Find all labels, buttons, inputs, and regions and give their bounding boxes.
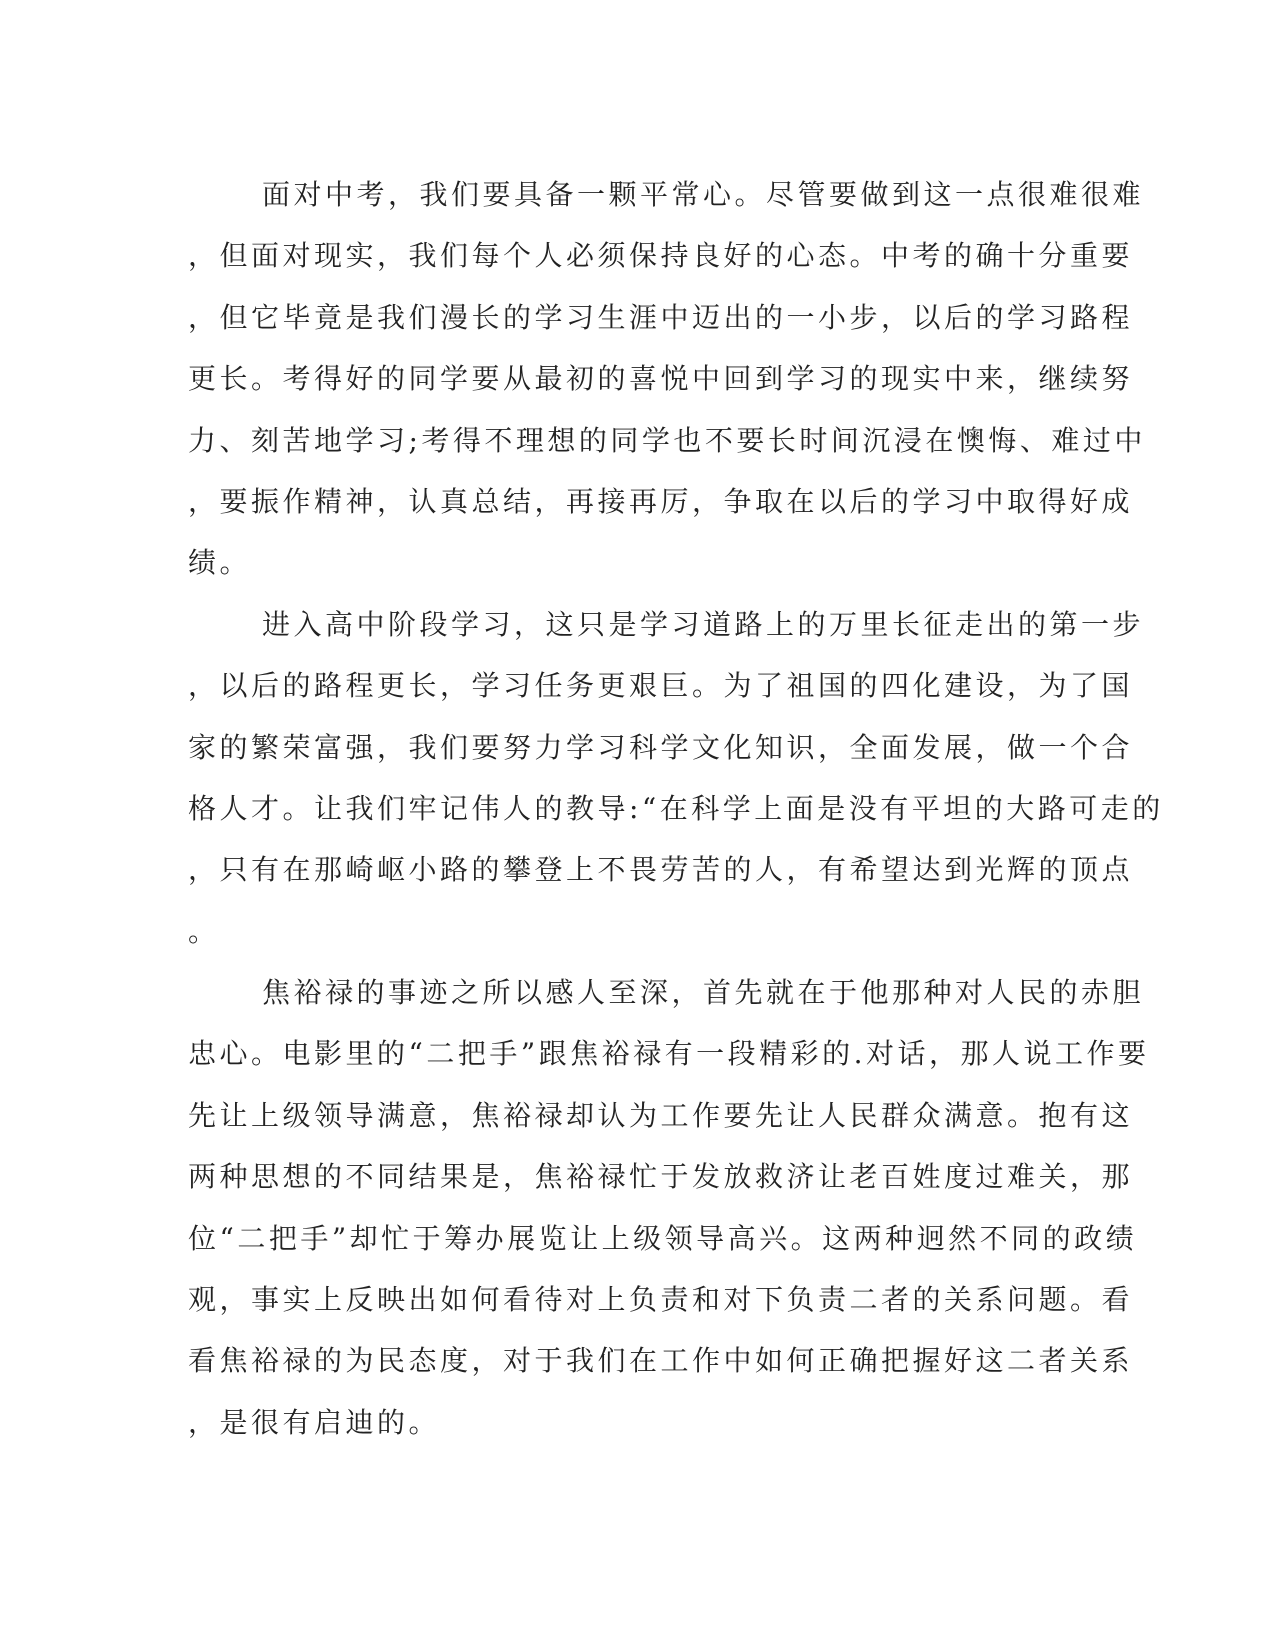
paragraph-line: 看焦裕禄的为民态度，对于我们在工作中如何正确把握好这二者关系 (188, 1344, 1134, 1378)
paragraph-line: 位“二把手”却忙于筹办展览让上级领导高兴。这两种迥然不同的政绩 (188, 1221, 1138, 1255)
paragraph-line: 两种思想的不同结果是，焦裕禄忙于发放救济让老百姓度过难关，那 (188, 1160, 1134, 1194)
paragraph-line: 观，事实上反映出如何看待对上负责和对下负责二者的关系问题。看 (188, 1283, 1134, 1317)
paragraph-line: 焦裕禄的事迹之所以感人至深，首先就在于他那种对人民的赤胆 (262, 976, 1145, 1010)
paragraph-line: 面对中考，我们要具备一颗平常心。尽管要做到这一点很难很难 (262, 178, 1145, 211)
paragraph-2 (188, 594, 1164, 962)
paragraph-line: 家的繁荣富强，我们要努力学习科学文化知识，全面发展，做一个合 (188, 730, 1134, 764)
paragraph-line: ，是很有启迪的。 (188, 1405, 441, 1439)
paragraph-line: 力、刻苦地学习;考得不理想的同学也不要长时间沉浸在懊悔、难过中 (188, 423, 1146, 457)
paragraph-line: 更长。考得好的同学要从最初的喜悦中回到学习的现实中来，继续努 (188, 362, 1134, 396)
paragraph-line: 进入高中阶段学习，这只是学习道路上的万里长征走出的第一步 (262, 607, 1145, 641)
paragraph-line: 格人才。让我们牢记伟人的教导:“在科学上面是没有平坦的大路可走的 (188, 791, 1164, 825)
paragraph-line: ，以后的路程更长，学习任务更艰巨。为了祖国的四化建设，为了国 (188, 669, 1134, 703)
document-body (188, 164, 1164, 1453)
paragraph-line: 。 (188, 914, 220, 948)
paragraph-line: ，但面对现实，我们每个人必须保持良好的心态。中考的确十分重要 (188, 239, 1134, 273)
paragraph-line: ，只有在那崎岖小路的攀登上不畏劳苦的人，有希望达到光辉的顶点 (188, 853, 1134, 887)
paragraph-1 (188, 164, 1146, 594)
paragraph-line: 先让上级领导满意，焦裕禄却认为工作要先让人民群众满意。抱有这 (188, 1098, 1134, 1132)
paragraph-line: ，但它毕竟是我们漫长的学习生涯中迈出的一小步，以后的学习路程 (188, 300, 1134, 334)
paragraph-line: ，要振作精神，认真总结，再接再厉，争取在以后的学习中取得好成 (188, 484, 1134, 518)
paragraph-line: 绩。 (188, 546, 252, 580)
paragraph-line: 忠心。电影里的“二把手”跟焦裕禄有一段精彩的.对话，那人说工作要 (188, 1037, 1150, 1071)
paragraph-3 (188, 962, 1150, 1453)
